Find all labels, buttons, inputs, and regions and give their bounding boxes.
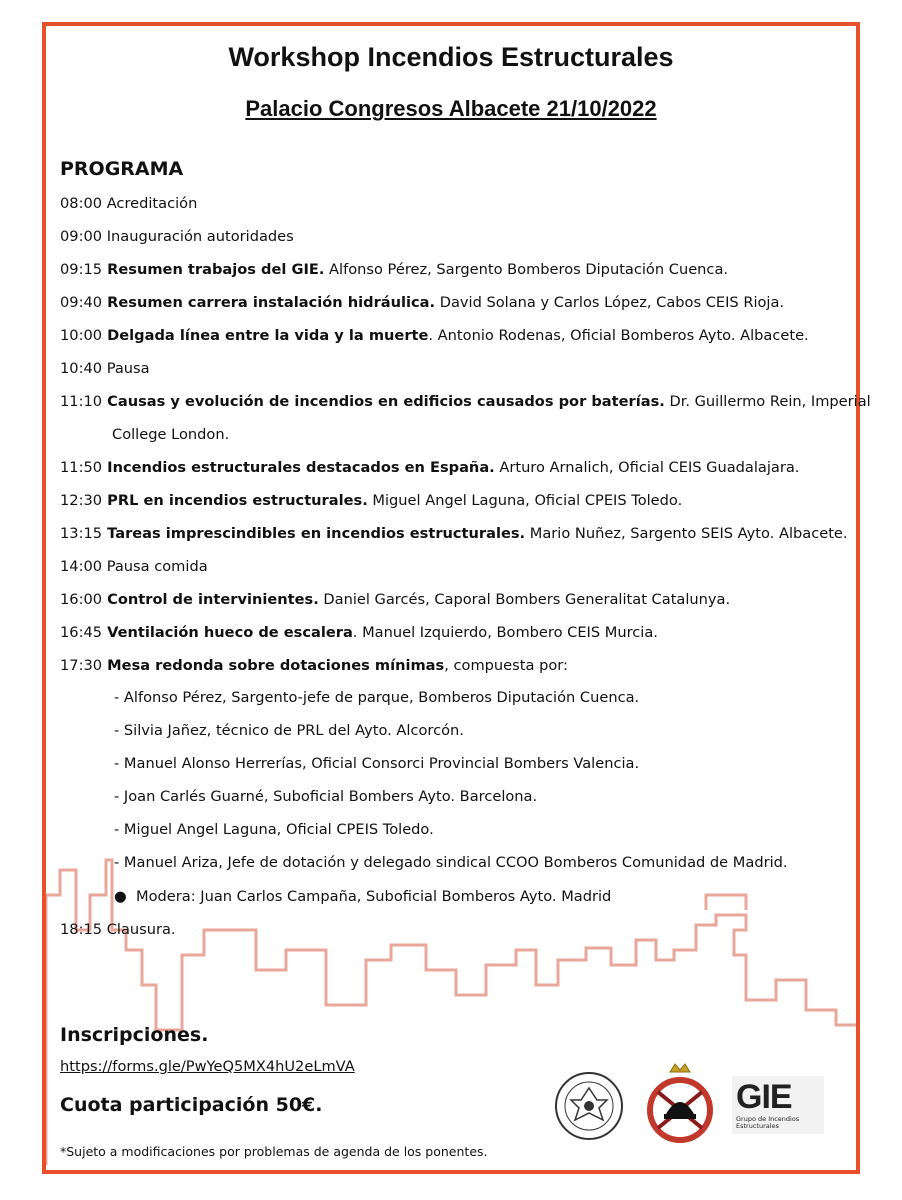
moderator-text: Modera: Juan Carlos Campaña, Suboficial Bomberos Ayto. Madrid	[136, 888, 612, 905]
agenda-speaker: Dr. Guillermo Rein, Imperial	[664, 393, 871, 410]
agenda-speaker: , compuesta por:	[444, 657, 568, 674]
agenda-talk-title: Resumen carrera instalación hidráulica.	[102, 294, 436, 311]
panel-member-item: - Manuel Ariza, Jefe de dotación y delegado sindical CCOO Bomberos Comunidad de Madrid.	[114, 854, 788, 871]
agenda-item	[60, 484, 682, 517]
agenda-speaker: Mario Nuñez, Sargento SEIS Ayto. Albacete.	[525, 525, 848, 542]
panel-member-item: - Alfonso Pérez, Sargento-jefe de parque, Bomberos Diputación Cuenca.	[114, 689, 640, 706]
agenda-speaker: Acreditación	[102, 195, 198, 212]
moderator-item	[114, 888, 611, 905]
agenda-talk-title: Mesa redonda sobre dotaciones mínimas	[102, 657, 445, 674]
agenda-talk-title: Ventilación hueco de escalera	[102, 624, 353, 641]
fire-service-crest-logo	[640, 1062, 720, 1146]
agenda-item	[60, 550, 208, 583]
agenda-time: 11:50	[60, 459, 103, 476]
disclaimer-note: *Sujeto a modificaciones por problemas de agenda de los ponentes.	[60, 1144, 488, 1159]
program-heading: PROGRAMA	[60, 158, 184, 180]
agenda-time: 09:40	[60, 294, 103, 311]
workshop-title: Workshop Incendios Estructurales	[228, 42, 674, 72]
agenda-speaker: . Manuel Izquierdo, Bombero CEIS Murcia.	[352, 624, 658, 641]
agenda-item	[60, 220, 294, 253]
panel-member-item: - Silvia Jañez, técnico de PRL del Ayto. Alcorcón.	[114, 722, 464, 739]
agenda-talk-title: Tareas imprescindibles en incendios estructurales.	[102, 525, 526, 542]
agenda-speaker: Pausa comida	[102, 558, 208, 575]
agenda-item-continuation: College London.	[112, 426, 230, 443]
panel-member-item: - Miguel Angel Laguna, Oficial CPEIS Toledo.	[114, 821, 434, 838]
agenda-item	[60, 187, 197, 220]
agenda-time: 10:40	[60, 360, 103, 377]
agenda-time: 13:15	[60, 525, 103, 542]
agenda-speaker: Alfonso Pérez, Sargento Bomberos Diputación Cuenca.	[324, 261, 729, 278]
closing-item: 18:15 Clausura.	[60, 921, 176, 938]
agenda-item	[60, 352, 150, 385]
agenda-item	[60, 583, 730, 616]
agenda-talk-title: Resumen trabajos del GIE.	[102, 261, 325, 278]
agenda-talk-title: PRL en incendios estructurales.	[102, 492, 368, 509]
panel-member-item: - Joan Carlés Guarné, Suboficial Bombers Ayto. Barcelona.	[114, 788, 538, 805]
registration-link[interactable]: https://forms.gle/PwYeQ5MX4hU2eLmVA	[60, 1058, 355, 1075]
agenda-speaker: David Solana y Carlos López, Cabos CEIS Rioja.	[435, 294, 785, 311]
agenda-talk-title: Delgada línea entre la vida y la muerte	[102, 327, 429, 344]
fee-text: Cuota participación 50€.	[60, 1094, 323, 1116]
firefighters-association-logo	[553, 1070, 625, 1142]
agenda-time: 17:30	[60, 657, 103, 674]
agenda-item	[60, 649, 568, 682]
agenda-time: 09:15	[60, 261, 103, 278]
gie-logo-subtitle: Grupo de Incendios Estructurales	[736, 1115, 800, 1130]
agenda-speaker: Arturo Arnalich, Oficial CEIS Guadalajara.	[494, 459, 800, 476]
agenda-speaker: Miguel Angel Laguna, Oficial CPEIS Toledo.	[367, 492, 683, 509]
agenda-talk-title: Incendios estructurales destacados en España.	[102, 459, 495, 476]
agenda-time: 14:00	[60, 558, 103, 575]
agenda-speaker: Pausa	[102, 360, 150, 377]
agenda-time: 16:00	[60, 591, 103, 608]
gie-logo	[732, 1076, 824, 1134]
agenda-time: 16:45	[60, 624, 103, 641]
agenda-item	[60, 286, 784, 319]
agenda-speaker: Inauguración autoridades	[102, 228, 294, 245]
agenda-time: 10:00	[60, 327, 103, 344]
agenda-talk-title: Causas y evolución de incendios en edificios causados por baterías.	[102, 393, 665, 410]
agenda-item	[60, 319, 809, 352]
agenda-time: 11:10	[60, 393, 103, 410]
agenda-speaker: . Antonio Rodenas, Oficial Bomberos Ayto. Albacete.	[428, 327, 809, 344]
agenda-talk-title: Control de intervinientes.	[102, 591, 319, 608]
agenda-item	[60, 253, 728, 286]
agenda-item	[60, 451, 799, 484]
agenda-time: 09:00	[60, 228, 103, 245]
agenda-time: 08:00	[60, 195, 103, 212]
agenda-item	[60, 517, 848, 550]
panel-member-item: - Manuel Alonso Herrerías, Oficial Consorci Provincial Bombers Valencia.	[114, 755, 640, 772]
venue-date-subtitle: Palacio Congresos Albacete 21/10/2022	[245, 96, 657, 121]
agenda-time: 12:30	[60, 492, 103, 509]
registration-heading: Inscripciones.	[60, 1024, 209, 1046]
gie-logo-word: GIE	[736, 1078, 792, 1116]
agenda-speaker: Daniel Garcés, Caporal Bombers Generalitat Catalunya.	[318, 591, 731, 608]
agenda-item	[60, 385, 871, 418]
bullet-dot-icon: ●	[114, 888, 127, 905]
agenda-item	[60, 616, 658, 649]
